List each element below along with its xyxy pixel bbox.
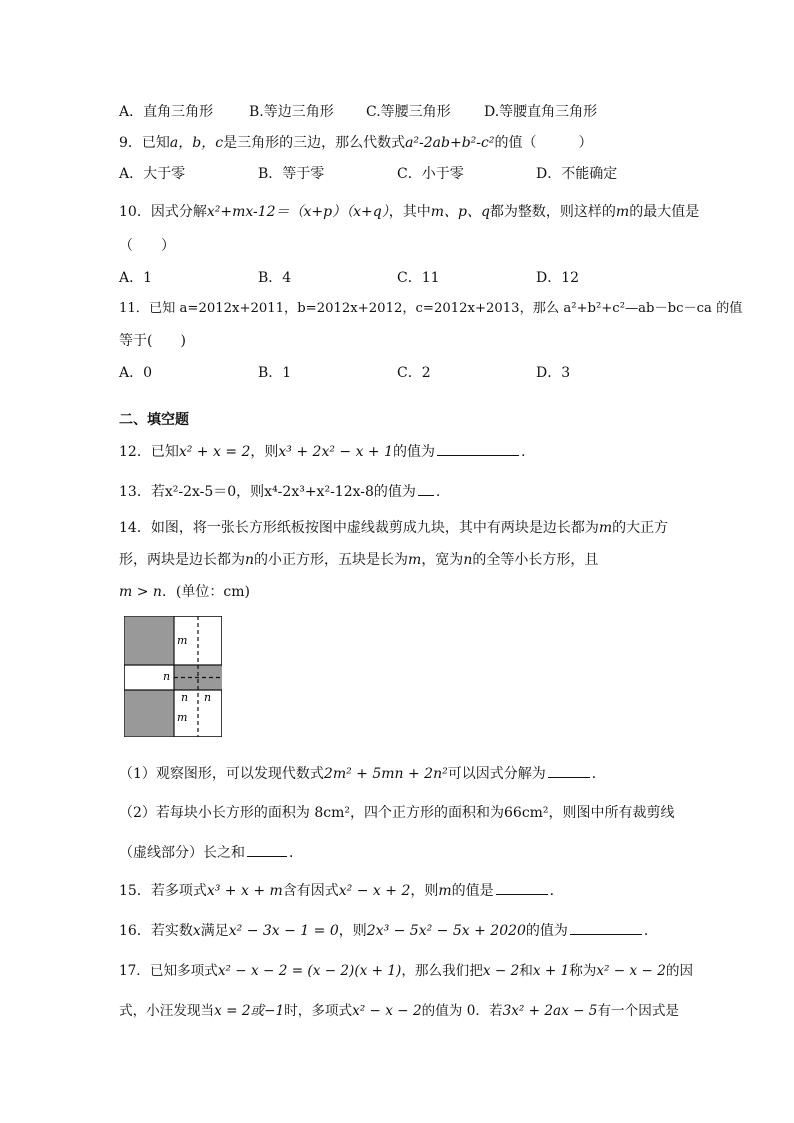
q14-m: m (598, 520, 613, 536)
q13-answer-blank[interactable] (418, 481, 434, 496)
label-n: n (181, 691, 189, 704)
label-n: n (204, 691, 212, 704)
q8-option-d: D.等腰直角三角形 (484, 104, 598, 120)
q13-text: 13．若 (119, 484, 165, 500)
big-square-bottom (125, 690, 174, 736)
q15-text: 的值是 (451, 883, 494, 899)
q17-expr: 3x² + 2ax − 5 (502, 1003, 598, 1019)
q16-expr1: x² − 3x − 1 = 0 (228, 923, 339, 939)
q17-expr2: x − 2 (482, 963, 520, 979)
q11-line1: 11．已知 a=2012x+2011，b=2012x+2012，c=2012x+2013，那么 a²+b²+c²—ab－bc－ca 的值 (119, 301, 743, 316)
q10-option-c: C．11 (397, 270, 440, 286)
q12-text: 12．已知 (119, 444, 179, 460)
q12-text: 的值为 (393, 444, 436, 460)
q9-text: 的值（ ） (494, 135, 593, 151)
q17-text: 时，多项式 (284, 1003, 353, 1019)
q10-vars: m、p、q (430, 204, 490, 220)
q13-text: . (435, 484, 441, 500)
label-m: m (177, 634, 188, 647)
q9-text: 9．已知 (119, 135, 170, 151)
q10-option-d: D．12 (536, 270, 580, 286)
q14-text: 14．如图，将一张长方形纸板按图中虚线裁剪成九块，其中有两块是边长都为 (119, 520, 599, 536)
q14-sub1 (119, 763, 606, 784)
cut-rectangle-figure (124, 616, 222, 737)
question-12 (119, 441, 525, 462)
q17-line2 (119, 1001, 679, 1021)
q17-text: 的值为 0．若 (421, 1003, 503, 1019)
q15-text: ，则 (410, 883, 439, 899)
q14-line2 (119, 550, 598, 570)
q10-text: 都为整数，则这样的 (489, 204, 616, 220)
q16-text: ． (643, 923, 658, 939)
q15-expr1: x³ + x + m (206, 883, 283, 899)
q14-line3 (119, 582, 250, 602)
q13-text: ，则 (236, 484, 265, 500)
q17-text: 有一个因式是 (597, 1003, 680, 1019)
q11-option-c: C．2 (397, 365, 431, 381)
q14-text: ． (289, 845, 303, 861)
q16-x: x (192, 923, 201, 939)
q17-expr4: x² − x − 2 (596, 963, 666, 979)
section-title: 二、填空题 (119, 412, 189, 428)
q16-expr2: 2x³ − 5x² − 5x + 2020 (366, 923, 526, 939)
q14-line1 (119, 518, 668, 538)
q10-expr: x²+mx-12＝（x+p）（x+q） (206, 204, 389, 220)
q11-line2: 等于( ) (119, 333, 186, 349)
q14-text: 的全等小长方形，且 (472, 552, 599, 568)
q13-expr1: x²-2x-5＝0 (164, 484, 237, 500)
question-10 (119, 202, 699, 222)
q14-text: ，宽为 (421, 552, 464, 568)
q16-text: ，则 (338, 923, 367, 939)
q9-vars: a，b，c (169, 135, 224, 151)
q14-sub1-expr: 2m² + 5mn + 2n² (323, 766, 448, 782)
q10-line2: （ ） (119, 238, 175, 254)
q17-expr: x² − x − 2 (352, 1003, 422, 1019)
q12-expr2: x³ + 2x² − x + 1 (278, 444, 394, 460)
q14-text: 的大正方 (612, 520, 669, 536)
q14-text: ．(单位：cm) (161, 584, 250, 600)
q17-text: 的因 (665, 963, 694, 979)
q17-text: 和 (519, 963, 533, 979)
q14-text: ． (591, 766, 606, 782)
q15-text: 15．若多项式 (119, 883, 207, 899)
q15-answer-blank[interactable] (496, 880, 548, 895)
q11-option-a: A．0 (119, 365, 153, 381)
q14-text: 形，两块是边长都为 (119, 552, 245, 568)
q17-text: 17．已知多项式 (119, 963, 218, 979)
q15-expr2: x² − x + 2 (338, 883, 411, 899)
q12-expr1: x² + x = 2 (178, 444, 251, 460)
q16-answer-blank[interactable] (570, 920, 642, 935)
q15-text: 含有因式 (282, 883, 339, 899)
q11-option-b: B．1 (258, 365, 292, 381)
q9-text: 是三角形的三边，那么代数式 (223, 135, 406, 151)
question-16 (119, 920, 658, 941)
q14-condition: m > n (119, 584, 162, 600)
q14-sub2-answer-blank[interactable] (247, 842, 287, 857)
q9-option-a: A．大于零 (119, 166, 186, 182)
q14-n: n (245, 552, 255, 568)
q14-sub2-line2 (119, 842, 303, 863)
q17-text: ，那么我们把 (401, 963, 483, 979)
q11-option-d: D．3 (536, 365, 571, 381)
q14-sub1-answer-blank[interactable] (548, 763, 590, 778)
q10-text: 的最大值是 (629, 204, 700, 220)
q10-text: ，其中 (388, 204, 431, 220)
q17-text: 式，小汪发现当 (119, 1003, 215, 1019)
q14-text: （2）若每块小长方形的面积为 8cm²，四个正方形的面积和为 (119, 805, 504, 821)
big-square-top (125, 617, 174, 665)
q13-text: 的值为 (373, 484, 416, 500)
q16-text: 满足 (200, 923, 229, 939)
label-n: n (163, 670, 171, 683)
q14-text: （1）观察图形，可以发现代数式 (119, 766, 324, 782)
q9-option-c: C．小于零 (397, 166, 464, 182)
q14-text: ，则图中所有裁剪线 (548, 805, 675, 821)
q14-text: 的小正方形，五块是长为 (254, 552, 409, 568)
q8-option-c: C.等腰三角形 (366, 104, 451, 120)
q17-line1 (119, 961, 693, 981)
q14-sub2 (119, 803, 675, 823)
q14-text: 可以因式分解为 (447, 766, 546, 782)
question-15 (119, 880, 564, 901)
q16-text: 16．若实数 (119, 923, 193, 939)
q8-option-a: A．直角三角形 (119, 104, 214, 120)
q12-text: ，则 (250, 444, 279, 460)
q12-text: . (521, 444, 526, 460)
question-9 (119, 133, 592, 153)
q10-text: 10．因式分解 (119, 204, 207, 220)
q10-option-b: B．4 (258, 270, 292, 286)
q14-n: n (463, 552, 473, 568)
q17-expr1: x² − x − 2 = (x − 2)(x + 1) (217, 963, 402, 979)
q16-text: 的值为 (525, 923, 568, 939)
q13-expr2: x⁴-2x³+x²-12x-8 (264, 484, 374, 500)
question-13 (119, 481, 440, 502)
q10-m: m (615, 204, 630, 220)
q17-cond: x = 2或−1 (214, 1003, 285, 1019)
q9-option-b: B．等于零 (258, 166, 325, 182)
q17-expr3: x + 1 (532, 963, 570, 979)
q14-sub2-expr: 66cm² (504, 805, 549, 821)
q8-option-b: B.等边三角形 (249, 104, 334, 120)
q9-option-d: D．不能确定 (536, 166, 618, 182)
q14-text: （虚线部分）长之和 (119, 845, 245, 861)
q15-text: ． (549, 883, 564, 899)
label-m: m (177, 711, 188, 724)
q10-option-a: A．1 (119, 270, 153, 286)
q14-m: m (408, 552, 422, 568)
q9-expr: a²-2ab+b²-c² (405, 135, 495, 151)
q15-m: m (438, 883, 452, 899)
q12-answer-blank[interactable] (437, 441, 519, 456)
q17-text: 称为 (569, 963, 597, 979)
